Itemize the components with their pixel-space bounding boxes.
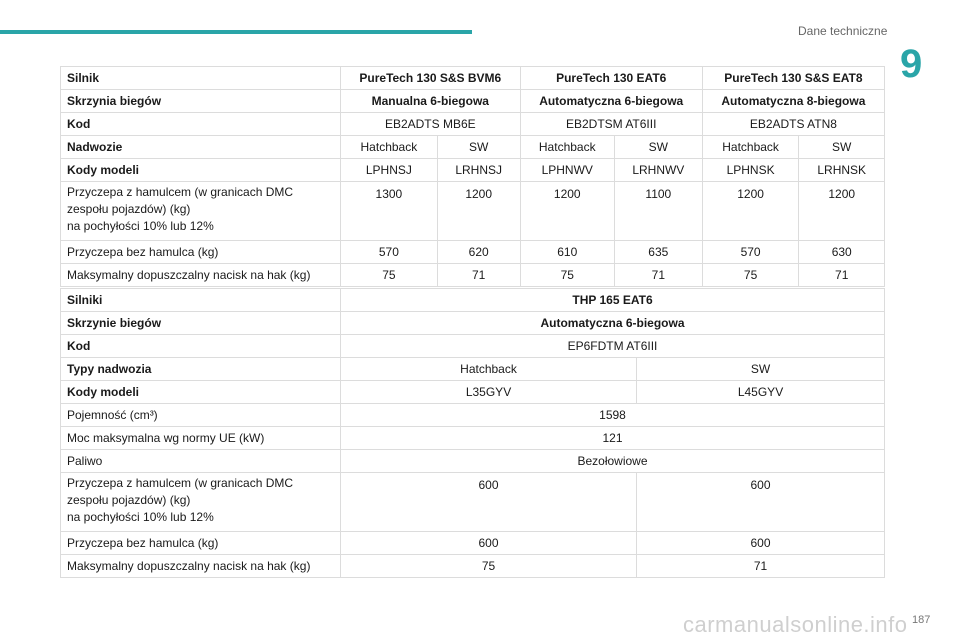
hitch-load-value: 71 — [614, 264, 702, 287]
power-label: Moc maksymalna wg normy UE (kW) — [61, 427, 341, 450]
unbraked-trailer-value: 570 — [702, 241, 799, 264]
model-code: LRHNSK — [799, 159, 885, 182]
chapter-number: 9 — [900, 42, 923, 86]
label-line: na pochyłości 10% lub 12% — [67, 510, 214, 524]
table-row — [61, 532, 885, 555]
table-row — [61, 404, 885, 427]
unbraked-trailer-label: Przyczepa bez hamulca (kg) — [61, 532, 341, 555]
engine-name: THP 165 EAT6 — [341, 289, 885, 312]
model-code: LRHNSJ — [437, 159, 520, 182]
model-code: LPHNSJ — [341, 159, 438, 182]
table-row — [61, 381, 885, 404]
specs-table-thp — [60, 288, 885, 578]
model-code: L35GYV — [341, 381, 637, 404]
hitch-load-value: 75 — [520, 264, 614, 287]
label-line: zespołu pojazdów) (kg) — [67, 202, 191, 216]
body-value: SW — [637, 358, 885, 381]
model-code: LRHNWV — [614, 159, 702, 182]
braked-trailer-label — [61, 473, 341, 532]
code-value: EP6FDTM AT6III — [341, 335, 885, 358]
table-row — [61, 182, 885, 241]
power-value: 121 — [341, 427, 885, 450]
capacity-label: Pojemność (cm³) — [61, 404, 341, 427]
hitch-load-value: 71 — [437, 264, 520, 287]
label-line: zespołu pojazdów) (kg) — [67, 493, 191, 507]
capacity-value: 1598 — [341, 404, 885, 427]
model-code: LPHNWV — [520, 159, 614, 182]
body-value: Hatchback — [520, 136, 614, 159]
specs-table-puretech — [60, 66, 885, 287]
gearbox-label: Skrzynie biegów — [61, 312, 341, 335]
braked-trailer-label — [61, 182, 341, 241]
gearbox-value: Automatyczna 6-biegowa — [520, 90, 702, 113]
table-row — [61, 473, 885, 532]
label-line: Przyczepa z hamulcem (w granicach DMC — [67, 185, 294, 199]
unbraked-trailer-value: 635 — [614, 241, 702, 264]
model-label: Kody modeli — [61, 159, 341, 182]
hitch-load-value: 71 — [799, 264, 885, 287]
page-number: 187 — [912, 614, 931, 626]
fuel-label: Paliwo — [61, 450, 341, 473]
label-line: na pochyłości 10% lub 12% — [67, 219, 214, 233]
unbraked-trailer-value: 620 — [437, 241, 520, 264]
unbraked-trailer-value: 630 — [799, 241, 885, 264]
gearbox-label: Skrzynia biegów — [61, 90, 341, 113]
code-value: EB2ADTS ATN8 — [702, 113, 884, 136]
table-row — [61, 312, 885, 335]
table-row — [61, 67, 885, 90]
table-row — [61, 427, 885, 450]
table-row — [61, 113, 885, 136]
table-row — [61, 335, 885, 358]
fuel-value: Bezołowiowe — [341, 450, 885, 473]
braked-trailer-value: 1200 — [799, 182, 885, 241]
code-value: EB2DTSM AT6III — [520, 113, 702, 136]
table-row — [61, 264, 885, 287]
gearbox-value: Automatyczna 6-biegowa — [341, 312, 885, 335]
gearbox-value: Manualna 6-biegowa — [341, 90, 521, 113]
braked-trailer-value: 1200 — [437, 182, 520, 241]
code-label: Kod — [61, 113, 341, 136]
body-value: Hatchback — [702, 136, 799, 159]
model-code: LPHNSK — [702, 159, 799, 182]
section-title: Dane techniczne — [798, 24, 888, 38]
header-accent-bar — [0, 30, 472, 34]
unbraked-trailer-value: 600 — [341, 532, 637, 555]
model-label: Kody modeli — [61, 381, 341, 404]
unbraked-trailer-value: 570 — [341, 241, 438, 264]
table-row — [61, 450, 885, 473]
body-label: Nadwozie — [61, 136, 341, 159]
engine-label: Silnik — [61, 67, 341, 90]
unbraked-trailer-value: 600 — [637, 532, 885, 555]
table-row — [61, 136, 885, 159]
watermark: carmanualsonline.info — [683, 612, 908, 637]
hitch-load-value: 71 — [637, 555, 885, 578]
gearbox-value: Automatyczna 8-biegowa — [702, 90, 884, 113]
hitch-load-label: Maksymalny dopuszczalny nacisk na hak (kg) — [61, 555, 341, 578]
hitch-load-value: 75 — [341, 555, 637, 578]
braked-trailer-value: 600 — [341, 473, 637, 532]
engine-name: PureTech 130 S&S BVM6 — [341, 67, 521, 90]
label-line: Przyczepa z hamulcem (w granicach DMC — [67, 476, 294, 490]
braked-trailer-value: 1200 — [520, 182, 614, 241]
table-row — [61, 555, 885, 578]
braked-trailer-value: 1100 — [614, 182, 702, 241]
braked-trailer-value: 1200 — [702, 182, 799, 241]
table-row — [61, 358, 885, 381]
body-value: SW — [614, 136, 702, 159]
unbraked-trailer-label: Przyczepa bez hamulca (kg) — [61, 241, 341, 264]
unbraked-trailer-value: 610 — [520, 241, 614, 264]
model-code: L45GYV — [637, 381, 885, 404]
engine-name: PureTech 130 EAT6 — [520, 67, 702, 90]
hitch-load-value: 75 — [341, 264, 438, 287]
body-value: Hatchback — [341, 136, 438, 159]
engine-label: Silniki — [61, 289, 341, 312]
body-label: Typy nadwozia — [61, 358, 341, 381]
braked-trailer-value: 1300 — [341, 182, 438, 241]
body-value: SW — [799, 136, 885, 159]
body-value: SW — [437, 136, 520, 159]
hitch-load-value: 75 — [702, 264, 799, 287]
hitch-load-label: Maksymalny dopuszczalny nacisk na hak (kg) — [61, 264, 341, 287]
code-label: Kod — [61, 335, 341, 358]
table-row — [61, 241, 885, 264]
braked-trailer-value: 600 — [637, 473, 885, 532]
table-row — [61, 90, 885, 113]
body-value: Hatchback — [341, 358, 637, 381]
code-value: EB2ADTS MB6E — [341, 113, 521, 136]
table-row — [61, 159, 885, 182]
table-row — [61, 289, 885, 312]
engine-name: PureTech 130 S&S EAT8 — [702, 67, 884, 90]
